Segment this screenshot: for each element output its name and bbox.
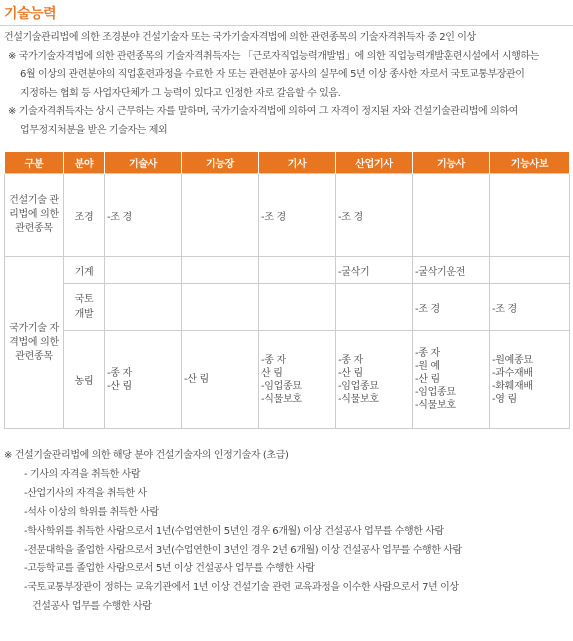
cell-line: -산 림 <box>107 380 132 392</box>
field-cell: 기계 <box>64 257 105 284</box>
table-cell <box>105 284 182 331</box>
intro-note-1-cont: 지정하는 협회 등 사업자단체가 그 능력이 있다고 인정한 자로 갈음할 수 있음. <box>20 87 341 99</box>
cell-line: -원 예 <box>415 361 440 372</box>
cell-line: -식물보호 <box>338 393 379 405</box>
field-cell: 농림 <box>64 331 105 429</box>
table-cell <box>105 331 182 429</box>
table-cell <box>259 284 336 331</box>
section-title: 기술능력 <box>4 6 57 22</box>
cell-line: -임업종묘 <box>261 380 302 392</box>
table-cell: -조 경 <box>105 174 182 257</box>
list-item: -전문대학을 졸업한 사람으로서 3년(수업연한이 3년인 경우 2년 6개월) 이상 건설공사 업무를 수행한 사람 <box>24 544 462 556</box>
table-cell <box>259 257 336 284</box>
table-row <box>5 257 570 284</box>
notes-heading: ※ 건설기술관리법에 의한 해당 분야 건설기술자의 인정기술자 (초급) <box>4 450 289 461</box>
list-item: -산업기사의 자격을 취득한 사 <box>24 487 147 499</box>
intro-note-1-cont: 6월 이상의 관련분야의 직업훈련과정을 수료한 자 또는 관련분야 공사의 실무에 5년 이상 종사한 자로서 국토교통부장관이 <box>20 69 525 80</box>
list-item: -석사 이상의 학위를 취득한 사람 <box>24 506 159 518</box>
header-cell: 구분 <box>5 152 64 174</box>
intro-note-2: ※ 기술자격취득자는 상시 근무하는 자를 말하며, 국가기술자격법에 의하여 그 자격이 정지된 자와 건설기술관리법에 의하여 <box>8 106 518 117</box>
table-header-row <box>5 152 570 174</box>
table-cell <box>182 174 259 257</box>
header-cell: 기능사보 <box>490 152 570 174</box>
cell-line: -산 림 <box>338 367 363 379</box>
header-cell: 기술사 <box>105 152 182 174</box>
table-cell <box>105 257 182 284</box>
cell-line: -종 자 <box>338 354 363 366</box>
table-cell: -조 경 <box>413 284 490 331</box>
table-row <box>5 331 570 429</box>
title-divider <box>0 25 573 26</box>
table-cell: -조 경 <box>490 284 570 331</box>
list-item: -학사학위를 취득한 사람으로서 1년(수업연한이 5년인 경우 6개월) 이상 건설공사 업무를 수행한 사람 <box>24 525 444 537</box>
cell-line: -종 자 <box>415 348 440 359</box>
table-cell: -굴삭기 <box>336 257 413 284</box>
qualification-table <box>4 152 570 429</box>
table-cell <box>413 331 490 429</box>
cell-line: -화훼재배 <box>492 380 533 392</box>
notes-block <box>4 447 570 617</box>
table-cell <box>490 331 570 429</box>
table-cell <box>490 257 570 284</box>
field-cell <box>64 284 105 331</box>
group-label <box>5 257 64 429</box>
table-cell: -굴삭기운전 <box>413 257 490 284</box>
table-cell <box>490 174 570 257</box>
cell-line: -종 자 <box>107 367 132 379</box>
list-item-cont: 건설공사 업무를 수행한 사람 <box>32 601 152 613</box>
intro-note-1: ※ 국가기술자격법에 의한 관련종목의 기술자격취득자는 「근로자직업능력개발법」에 의한 직업능력개발훈련시설에서 시행하는 <box>8 50 539 62</box>
cell-line: -영 림 <box>492 393 517 405</box>
table-cell: -조 경 <box>336 174 413 257</box>
list-item: - 기사의 자격을 취득한 사람 <box>24 468 141 480</box>
table-cell <box>182 284 259 331</box>
table-cell <box>336 331 413 429</box>
cell-line: -과수재배 <box>492 367 533 379</box>
header-cell: 산업기사 <box>336 152 413 174</box>
cell-line: -식물보호 <box>415 400 456 411</box>
header-cell: 기능장 <box>182 152 259 174</box>
cell-line: -식물보호 <box>261 393 302 405</box>
intro-requirement: 건설기술관리법에 의한 조경분야 건설기술자 또는 국가기술자격법에 의한 관련종목의 기술자격취득자 중 2인 이상 <box>4 32 476 43</box>
cell-line: -원예종묘 <box>492 354 533 366</box>
group-label <box>5 174 64 257</box>
table-row <box>5 174 570 257</box>
cell-line: -산 림 <box>184 374 209 385</box>
table-cell <box>336 284 413 331</box>
cell-line: -임업종묘 <box>338 380 379 392</box>
header-cell: 분야 <box>64 152 105 174</box>
intro-block <box>4 29 570 140</box>
cell-line: 산 림 <box>261 367 283 379</box>
cell-line: -임업종묘 <box>415 387 456 398</box>
table-row <box>5 284 570 331</box>
list-item: -국토교통부장관이 정하는 교육기관에서 1년 이상 건설기술 관련 교육과정을 이수한 사람으로서 7년 이상 <box>24 582 459 594</box>
cell-line: -산 림 <box>415 374 440 385</box>
table-cell <box>413 174 490 257</box>
group-label-text: 국가기술 자격법에 의한 관련종목 <box>9 322 59 362</box>
field-cell: 조경 <box>64 174 105 257</box>
group-label-text: 건설기술 관리법에 의한 관련종목 <box>9 195 59 234</box>
table-cell: -조 경 <box>259 174 336 257</box>
table-cell <box>182 331 259 429</box>
cell-line: -종 자 <box>261 354 286 366</box>
intro-note-2-cont: 업무정지처분을 받은 기술자는 제외 <box>20 124 168 136</box>
list-item: -고등학교를 졸업한 사람으로서 5년 이상 건설공사 업무를 수행한 사람 <box>24 563 315 575</box>
header-cell: 기능사 <box>413 152 490 174</box>
field-text: 국토 개발 <box>74 294 94 320</box>
table-cell <box>259 331 336 429</box>
table-cell <box>182 257 259 284</box>
header-cell: 기사 <box>259 152 336 174</box>
